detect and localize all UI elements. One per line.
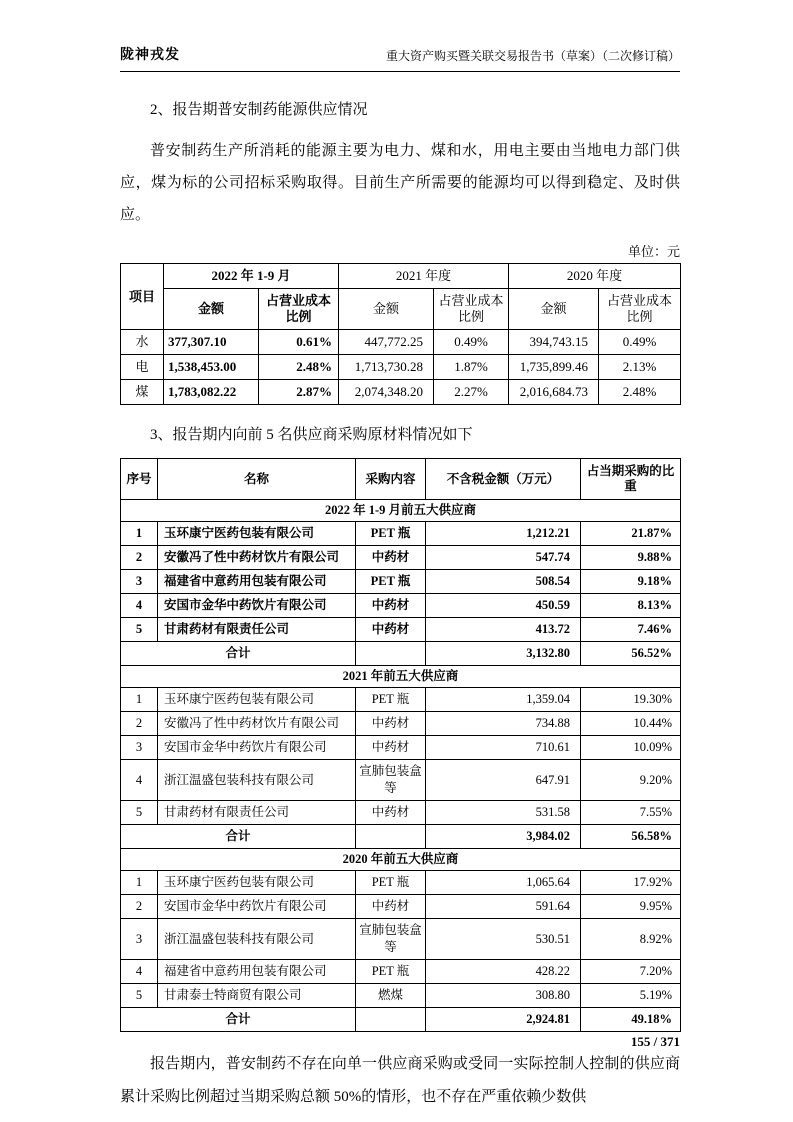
purchase-content-cell: 中药材 <box>356 618 426 642</box>
ratio-2020-cell: 0.49% <box>599 330 681 355</box>
supplier-group-header-row <box>121 849 681 871</box>
seq-cell: 2 <box>121 712 158 736</box>
purchase-content-cell: 中药材 <box>356 736 426 760</box>
total-label: 合计 <box>121 825 356 849</box>
supplier-name-cell: 安徽冯了性中药材饮片有限公司 <box>158 546 356 570</box>
amount-cell: 591.64 <box>426 895 581 919</box>
ratio-2020-cell: 2.13% <box>599 355 681 380</box>
seq-cell: 4 <box>121 960 158 984</box>
page-header <box>120 44 680 72</box>
supplier-name-cell: 福建省中意药用包装有限公司 <box>158 960 356 984</box>
purchase-content-cell: 中药材 <box>356 546 426 570</box>
supplier-table-row <box>121 618 681 642</box>
supplier-table-row <box>121 736 681 760</box>
purchase-content-cell: PET 瓶 <box>356 570 426 594</box>
col-header-amount-2021: 金额 <box>339 289 434 330</box>
supplier-table-row <box>121 895 681 919</box>
supplier-table-row <box>121 960 681 984</box>
supplier-group-header-row <box>121 666 681 688</box>
item-cell: 煤 <box>121 380 164 405</box>
ratio-cell: 21.87% <box>581 522 681 546</box>
total-label: 合计 <box>121 642 356 666</box>
seq-cell: 5 <box>121 984 158 1008</box>
supplier-name-cell: 浙江温盛包装科技有限公司 <box>158 919 356 960</box>
amount-cell: 530.51 <box>426 919 581 960</box>
col-header-ratio-2021: 占营业成本比例 <box>434 289 509 330</box>
seq-cell: 3 <box>121 919 158 960</box>
header-report-title: 重大资产购买暨关联交易报告书（草案）（二次修订稿） <box>385 49 680 63</box>
supplier-table-row <box>121 760 681 801</box>
supplier-name-cell: 甘肃药材有限责任公司 <box>158 618 356 642</box>
supplier-name-cell: 安国市金华中药饮片有限公司 <box>158 736 356 760</box>
total-amount-cell: 2,924.81 <box>426 1008 581 1032</box>
amount-2022-cell: 1,538,453.00 <box>164 355 259 380</box>
energy-table-row <box>121 355 681 380</box>
seq-cell: 1 <box>121 522 158 546</box>
supplier-table-row <box>121 919 681 960</box>
amount-2021-cell: 2,074,348.20 <box>339 380 434 405</box>
col-header-seq: 序号 <box>121 459 158 500</box>
ratio-cell: 19.30% <box>581 688 681 712</box>
supplier-name-cell: 玉环康宁医药包装有限公司 <box>158 688 356 712</box>
page-number: 155 / 371 <box>630 1034 680 1049</box>
col-header-ratio-2022: 占营业成本比例 <box>259 289 339 330</box>
ratio-2022-cell: 2.48% <box>259 355 339 380</box>
seq-cell: 4 <box>121 760 158 801</box>
ratio-cell: 7.20% <box>581 960 681 984</box>
supplier-table-row <box>121 801 681 825</box>
supplier-name-cell: 安徽冯了性中药材饮片有限公司 <box>158 712 356 736</box>
section-2-paragraph: 普安制药生产所消耗的能源主要为电力、煤和水，用电主要由当地电力部门供应，煤为标的公司招标采购取得。目前生产所需要的能源均可以得到稳定、及时供应。 <box>120 143 680 223</box>
seq-cell: 4 <box>121 594 158 618</box>
supplier-total-row <box>121 1008 681 1032</box>
col-header-content: 采购内容 <box>356 459 426 500</box>
amount-cell: 710.61 <box>426 736 581 760</box>
amount-cell: 1,065.64 <box>426 871 581 895</box>
supplier-total-row <box>121 825 681 849</box>
section-2-title: 2、报告期普安制药能源供应情况 <box>150 102 368 118</box>
supplier-table <box>120 458 681 1032</box>
ratio-2022-cell: 2.87% <box>259 380 339 405</box>
purchase-content-cell <box>356 1008 426 1032</box>
amount-cell: 1,359.04 <box>426 688 581 712</box>
purchase-content-cell: 中药材 <box>356 712 426 736</box>
item-cell: 水 <box>121 330 164 355</box>
amount-cell: 547.74 <box>426 546 581 570</box>
purchase-content-cell <box>356 642 426 666</box>
supplier-table-head <box>121 459 681 500</box>
total-ratio-cell: 49.18% <box>581 1008 681 1032</box>
ratio-cell: 9.88% <box>581 546 681 570</box>
amount-2022-cell: 377,307.10 <box>164 330 259 355</box>
supplier-table-row <box>121 546 681 570</box>
supplier-name-cell: 甘肃药材有限责任公司 <box>158 801 356 825</box>
total-ratio-cell: 56.52% <box>581 642 681 666</box>
amount-cell: 531.58 <box>426 801 581 825</box>
group-title: 2021 年前五大供应商 <box>121 666 681 688</box>
page-content <box>120 44 680 1114</box>
ratio-cell: 17.92% <box>581 871 681 895</box>
amount-2021-cell: 1,713,730.28 <box>339 355 434 380</box>
supplier-name-cell: 浙江温盛包装科技有限公司 <box>158 760 356 801</box>
group-title: 2022 年 1-9 月前五大供应商 <box>121 500 681 522</box>
amount-cell: 508.54 <box>426 570 581 594</box>
purchase-content-cell: PET 瓶 <box>356 871 426 895</box>
col-header-amount-2022: 金额 <box>164 289 259 330</box>
amount-cell: 734.88 <box>426 712 581 736</box>
section-3-title: 3、报告期内向前 5 名供应商采购原材料情况如下 <box>150 427 473 443</box>
total-amount-cell: 3,132.80 <box>426 642 581 666</box>
ratio-cell: 8.92% <box>581 919 681 960</box>
ratio-cell: 10.44% <box>581 712 681 736</box>
total-label: 合计 <box>121 1008 356 1032</box>
seq-cell: 2 <box>121 546 158 570</box>
supplier-name-cell: 安国市金华中药饮片有限公司 <box>158 895 356 919</box>
supplier-table-row <box>121 688 681 712</box>
ratio-cell: 9.20% <box>581 760 681 801</box>
ratio-2020-cell: 2.48% <box>599 380 681 405</box>
amount-2020-cell: 2,016,684.73 <box>509 380 599 405</box>
total-amount-cell: 3,984.02 <box>426 825 581 849</box>
supplier-name-cell: 福建省中意药用包装有限公司 <box>158 570 356 594</box>
supplier-name-cell: 玉环康宁医药包装有限公司 <box>158 522 356 546</box>
supplier-name-cell: 安国市金华中药饮片有限公司 <box>158 594 356 618</box>
amount-cell: 308.80 <box>426 984 581 1008</box>
purchase-content-cell: 燃煤 <box>356 984 426 1008</box>
col-header-period-2021: 2021 年度 <box>339 264 509 289</box>
col-header-ratio: 占当期采购的比重 <box>581 459 681 500</box>
purchase-content-cell: 宣肺包装盒等 <box>356 919 426 960</box>
item-cell: 电 <box>121 355 164 380</box>
ratio-cell: 8.13% <box>581 594 681 618</box>
col-header-amount-2020: 金额 <box>509 289 599 330</box>
amount-cell: 450.59 <box>426 594 581 618</box>
purchase-content-cell: 宣肺包装盒等 <box>356 760 426 801</box>
amount-cell: 413.72 <box>426 618 581 642</box>
ratio-2022-cell: 0.61% <box>259 330 339 355</box>
seq-cell: 2 <box>121 895 158 919</box>
supplier-total-row <box>121 642 681 666</box>
energy-table-body <box>121 330 681 405</box>
supplier-table-row <box>121 871 681 895</box>
col-header-amount: 不含税金额（万元） <box>426 459 581 500</box>
energy-table-head <box>121 264 681 330</box>
supplier-table-row <box>121 594 681 618</box>
amount-cell: 1,212.21 <box>426 522 581 546</box>
seq-cell: 5 <box>121 801 158 825</box>
ratio-2021-cell: 1.87% <box>434 355 509 380</box>
amount-cell: 647.91 <box>426 760 581 801</box>
ratio-2021-cell: 0.49% <box>434 330 509 355</box>
supplier-name-cell: 甘肃泰士特商贸有限公司 <box>158 984 356 1008</box>
seq-cell: 1 <box>121 688 158 712</box>
ratio-cell: 7.55% <box>581 801 681 825</box>
purchase-content-cell: 中药材 <box>356 895 426 919</box>
seq-cell: 1 <box>121 871 158 895</box>
amount-2022-cell: 1,783,082.22 <box>164 380 259 405</box>
amount-2020-cell: 394,743.15 <box>509 330 599 355</box>
energy-table-row <box>121 380 681 405</box>
amount-2020-cell: 1,735,899.46 <box>509 355 599 380</box>
purchase-content-cell: PET 瓶 <box>356 688 426 712</box>
energy-header-row-periods <box>121 264 681 289</box>
closing-paragraph: 报告期内，普安制药不存在向单一供应商采购或受同一实际控制人控制的供应商累计采购比例超过当期采购总额 50%的情形，也不存在严重依赖少数供 <box>120 1056 680 1105</box>
ratio-2021-cell: 2.27% <box>434 380 509 405</box>
supplier-table-row <box>121 984 681 1008</box>
supplier-table-body <box>121 500 681 1032</box>
energy-header-row-sub <box>121 289 681 330</box>
ratio-cell: 9.18% <box>581 570 681 594</box>
ratio-cell: 9.95% <box>581 895 681 919</box>
seq-cell: 3 <box>121 570 158 594</box>
amount-cell: 428.22 <box>426 960 581 984</box>
purchase-content-cell: 中药材 <box>356 801 426 825</box>
col-header-ratio-2020: 占营业成本比例 <box>599 289 681 330</box>
col-header-name: 名称 <box>158 459 356 500</box>
unit-label: 单位：元 <box>627 244 680 259</box>
amount-2021-cell: 447,772.25 <box>339 330 434 355</box>
supplier-table-row <box>121 712 681 736</box>
purchase-content-cell <box>356 825 426 849</box>
supplier-group-header-row <box>121 500 681 522</box>
energy-table-row <box>121 330 681 355</box>
supplier-header-row <box>121 459 681 500</box>
seq-cell: 5 <box>121 618 158 642</box>
purchase-content-cell: PET 瓶 <box>356 522 426 546</box>
energy-table <box>120 263 681 405</box>
seq-cell: 3 <box>121 736 158 760</box>
supplier-name-cell: 玉环康宁医药包装有限公司 <box>158 871 356 895</box>
total-ratio-cell: 56.58% <box>581 825 681 849</box>
header-company-name: 陇神戎发 <box>120 48 180 63</box>
supplier-table-row <box>121 522 681 546</box>
ratio-cell: 5.19% <box>581 984 681 1008</box>
ratio-cell: 10.09% <box>581 736 681 760</box>
col-header-period-2022: 2022 年 1-9 月 <box>164 264 339 289</box>
group-title: 2020 年前五大供应商 <box>121 849 681 871</box>
supplier-table-row <box>121 570 681 594</box>
purchase-content-cell: 中药材 <box>356 594 426 618</box>
col-header-item: 项目 <box>121 264 164 330</box>
purchase-content-cell: PET 瓶 <box>356 960 426 984</box>
ratio-cell: 7.46% <box>581 618 681 642</box>
col-header-period-2020: 2020 年度 <box>509 264 681 289</box>
